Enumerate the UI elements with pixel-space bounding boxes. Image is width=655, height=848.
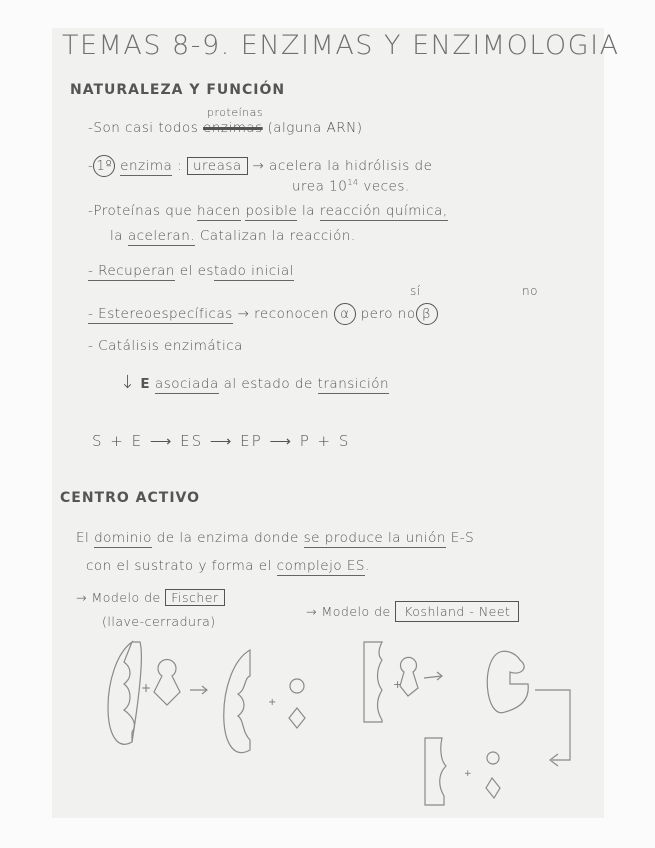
text: con el sustrato y forma el: [86, 558, 272, 574]
plus-sign: +: [464, 769, 472, 779]
boxed-term: ureasa: [187, 157, 248, 175]
struck-text: enzimas: [203, 120, 263, 136]
note-line-6: - Catálisis enzimática: [88, 338, 243, 354]
down-arrow-icon: ↓: [120, 372, 136, 393]
plus-sign: +: [141, 681, 152, 695]
text: → acelera la hidrólisis de: [252, 158, 433, 174]
text: El: [76, 530, 90, 546]
text: → Modelo de: [76, 590, 161, 605]
text: -Son casi todos: [88, 120, 199, 136]
boxed-term: Koshland - Neet: [395, 601, 519, 622]
product-diamond-icon: [289, 708, 305, 728]
plus-sign: +: [393, 678, 403, 691]
text: al estado de: [223, 376, 313, 392]
text: dominio: [94, 530, 152, 546]
model-fischer-subtitle: (llave-cerradura): [102, 614, 216, 629]
text: .: [365, 558, 370, 574]
text: de la enzima donde: [156, 530, 299, 546]
arrow-icon: [424, 672, 442, 680]
text: urea 10: [292, 178, 348, 195]
product-circle-icon: [290, 679, 304, 693]
text: el es: [179, 263, 214, 279]
koshland-enzyme-after-icon: [425, 738, 446, 805]
text: transición: [317, 376, 390, 392]
boxed-term: Fischer: [165, 589, 224, 606]
correction-text: proteínas: [207, 106, 264, 119]
si-label: sí: [410, 284, 421, 298]
text: complejo ES: [276, 558, 365, 574]
fischer-enzyme-after-icon: [224, 650, 250, 753]
reaction-equation: S + E ⟶ ES ⟶ EP ⟶ P + S: [92, 432, 351, 450]
text: → Modelo de: [306, 604, 391, 619]
text: reacción química,: [319, 203, 448, 219]
text: pero no: [360, 306, 416, 322]
text: :: [177, 158, 183, 174]
product-circle-icon: [487, 752, 499, 764]
exponent: 14: [347, 178, 359, 187]
text: se produce la unión: [303, 530, 446, 546]
section-heading-naturaleza: NATURALEZA Y FUNCIÓN: [70, 82, 286, 98]
section-heading-centro-activo: CENTRO ACTIVO: [60, 490, 201, 506]
text: E: [140, 376, 151, 392]
text: - Recuperan: [88, 263, 175, 279]
text: aceleran.: [127, 228, 196, 244]
text: -: [88, 158, 94, 174]
arrow-icon: [190, 686, 207, 694]
keyhole-substrate-icon: [400, 657, 418, 696]
text: → reconocen: [237, 306, 330, 322]
text: tado inicial: [213, 263, 294, 279]
text: la: [302, 203, 316, 219]
alpha-circled: α: [334, 303, 356, 325]
circled-number: 1º: [93, 155, 115, 177]
text: enzima: [120, 158, 173, 174]
keyhole-substrate-icon: [154, 660, 180, 705]
page-title: TEMAS 8-9. ENZIMAS Y ENZIMOLOGIA: [62, 30, 620, 61]
beta-circled: β: [416, 303, 438, 325]
text: Catalizan la reacción.: [199, 228, 356, 244]
text: veces.: [363, 178, 410, 195]
fischer-enzyme-icon: [108, 642, 141, 744]
text: E-S: [450, 530, 475, 546]
text: hacen: [197, 203, 241, 219]
return-arrow-icon: [535, 690, 570, 766]
koshland-enzyme-icon: [364, 642, 382, 722]
text: -Proteínas que: [88, 203, 193, 219]
enzyme-substrate-complex-icon: [487, 651, 528, 712]
text: - Estereoespecíficas: [88, 306, 233, 322]
text: posible: [245, 203, 298, 219]
text: (alguna ARN): [267, 120, 363, 136]
text: la: [110, 228, 124, 244]
no-label: no: [522, 284, 538, 298]
product-diamond-icon: [486, 778, 500, 798]
text: asociada: [154, 376, 219, 392]
plus-sign: +: [268, 697, 277, 708]
